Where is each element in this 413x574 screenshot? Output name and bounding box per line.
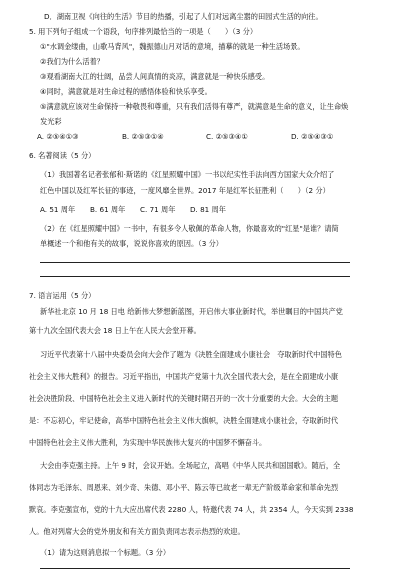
news-paragraph-3-cont: 人。他对列席大会的党外朋友和有关方面负责同志表示热烈的欢迎。 <box>29 527 245 536</box>
q6-option-d: D. 81 周年 <box>190 205 226 214</box>
q6-option-c: C. 71 周年 <box>140 205 176 214</box>
q6-option-a: A. 51 周年 <box>40 205 76 214</box>
news-paragraph-1: 新华社北京 10 月 18 日电 给新伟大梦想新蓝图，开启伟大事业新时代，举世瞩目的中国共产党 <box>40 307 343 316</box>
q5-sentence-4: ④同时，满意就是对生命过程的感悟体验和快乐享受。 <box>40 87 212 96</box>
q5-option-a: A. ②⑤④①③ <box>37 132 79 141</box>
news-paragraph-2-cont: 中国特色社会主义伟大胜利，为实现中华民族伟大复兴的中国梦不懈奋斗。 <box>29 438 267 447</box>
question-5-stem: 5. 用下列句子组成一个语段，句序排列最恰当的一项是（ ）（3 分） <box>29 27 258 36</box>
q6-part-2: （2）在《红星照耀中国》一书中，有很多令人敬佩的革命人物，你最喜欢的"红星"是谁？请简 <box>40 224 339 233</box>
q5-sentence-3: ③观看湖南大江的壮阔，品尝人间真情的炎凉，满意就是一种快乐感受。 <box>40 72 270 81</box>
q5-option-b: B. ②⑤③①④ <box>122 132 164 141</box>
news-paragraph-2-cont: 是：不忘初心，牢记使命，高举中国特色社会主义伟大旗帜，决胜全面建成小康社会，夺取新时代 <box>29 416 339 425</box>
q5-option-c: C. ②⑤③④① <box>206 132 248 141</box>
q5-sentence-1: ①"水调金缕曲，山歌马背风"，魏振德山月对话的意境，描摹的就是一种生活场景。 <box>40 42 305 51</box>
news-paragraph-3-cont: 体同志为毛泽东、周恩来、刘少奇、朱德、邓小平、陈云等已故老一辈无产阶级革命家和革命先烈 <box>29 483 339 492</box>
question-6-stem: 6. 名著阅读（5 分） <box>29 151 96 160</box>
news-paragraph-2: 习近平代表第十八届中央委员会向大会作了题为《决胜全面建成小康社会 夺取新时代中国特色 <box>40 350 342 359</box>
question-7-stem: 7. 语言运用（5 分） <box>29 291 96 300</box>
answer-line <box>40 262 350 263</box>
answer-line <box>40 568 350 569</box>
news-paragraph-2-cont: 社会主义伟大胜利》的报告。习近平指出，中国共产党第十九次全国代表大会，是在全面建成小康 <box>29 372 339 381</box>
news-paragraph-2-cont: 社会决胜阶段、中国特色社会主义进入新时代的关键时期召开的一次十分重要的大会。大会的主题 <box>29 394 339 403</box>
q5-sentence-5-cont: 发光彩 <box>40 117 62 126</box>
q7-part-1: （1）请为这则消息拟一个标题。（3 分） <box>40 548 171 557</box>
q5-sentence-2: ②我们为什么活着？ <box>40 57 104 66</box>
news-paragraph-3-cont: 默哀。李克强宣布，党的十九大应出席代表 2280 人，特邀代表 74 人，共 2354 人，今天实到 2338 <box>29 505 354 514</box>
q6-part-1-cont: 红色中国以及红军长征的事迹，一度风靡全世界。2017 年是红军长征胜利（ ）（2 分） <box>40 186 330 195</box>
q5-option-d: D. ②⑤④③① <box>291 132 334 141</box>
answer-line <box>40 276 350 277</box>
news-paragraph-1-cont: 第十九次全国代表大会 18 日上午在人民大会堂开幕。 <box>29 326 201 335</box>
news-paragraph-3: 大会由李克强主持。上午 9 时，会议开始。全场起立，高唱《中华人民共和国国歌》。随后，全 <box>40 461 341 470</box>
q6-part-1: （1）我国著名记者张郁和·斯诺的《红星照耀中国》一书以纪实性手法向西方国家大众介绍了 <box>40 170 335 179</box>
option-d-q4: D．湖南卫视《向往的生活》节目的热播，引起了人们对远离尘嚣的田园式生活的向往。 <box>44 12 323 21</box>
q5-sentence-5: ⑤满意就应该对生命保持一种敬畏和尊重，只有我们活得有尊严，就满意是生命的意义，让生命焕 <box>40 102 349 111</box>
q6-option-b: B. 61 周年 <box>90 205 126 214</box>
q6-part-2-cont: 单概述一个和他有关的故事，说说你喜欢的原因。（3 分） <box>40 239 223 248</box>
